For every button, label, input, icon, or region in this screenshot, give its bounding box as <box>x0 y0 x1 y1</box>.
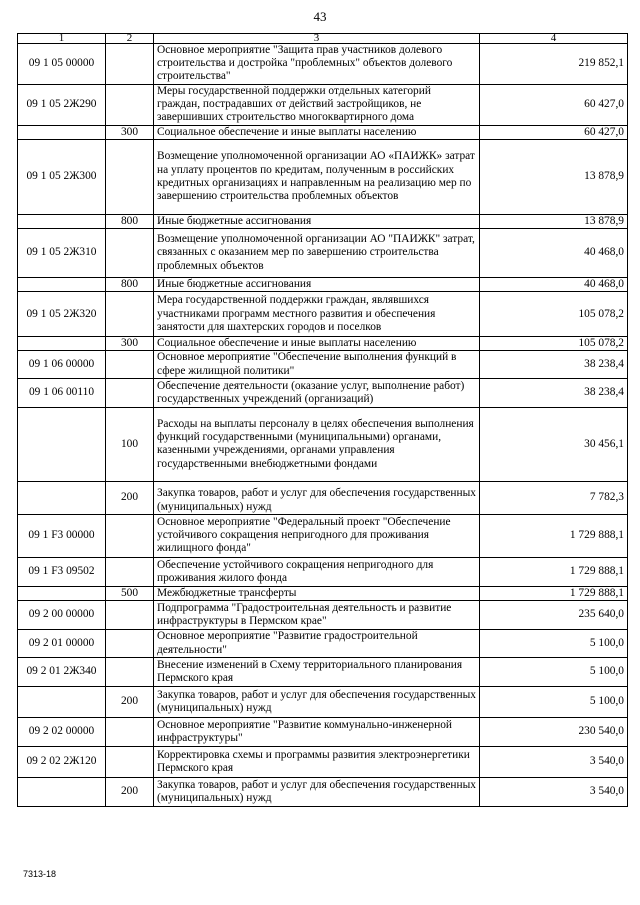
expense-type <box>106 139 154 214</box>
table-row <box>18 778 628 807</box>
header-col-1: 1 <box>18 34 106 44</box>
item-name: Меры государственной поддержки отдельных категорий граждан, пострадавших от действий застройщиков, не завершивших строительство многоквартирного дома <box>154 84 480 125</box>
amount: 3 540,0 <box>480 747 628 778</box>
table-row <box>18 630 628 658</box>
expense-type: 300 <box>106 337 154 351</box>
expense-type <box>106 514 154 557</box>
budget-table <box>17 33 628 807</box>
target-code: 09 1 05 2Ж310 <box>18 229 106 278</box>
target-code: 09 2 01 2Ж340 <box>18 658 106 687</box>
target-code: 09 2 02 00000 <box>18 718 106 747</box>
item-name: Основное мероприятие "Развитие коммунально-инженерной инфраструктуры" <box>154 718 480 747</box>
item-name: Основное мероприятие "Федеральный проект "Обеспечение устойчивого сокращения непригодного для проживания жилищного фонда" <box>154 514 480 557</box>
amount: 13 878,9 <box>480 139 628 214</box>
expense-type <box>106 557 154 586</box>
table-row <box>18 407 628 481</box>
document-code: 7313-18 <box>23 869 57 879</box>
item-name: Закупка товаров, работ и услуг для обеспечения государственных (муниципальных) нужд <box>154 687 480 718</box>
table-row <box>18 557 628 586</box>
table-row <box>18 586 628 600</box>
page-number: 43 <box>313 9 327 24</box>
item-name: Иные бюджетные ассигнования <box>154 214 480 228</box>
amount: 60 427,0 <box>480 84 628 125</box>
table-row <box>18 84 628 125</box>
table-row <box>18 125 628 139</box>
amount: 30 456,1 <box>480 407 628 481</box>
target-code <box>18 778 106 807</box>
table-row <box>18 718 628 747</box>
amount: 5 100,0 <box>480 658 628 687</box>
expense-type <box>106 44 154 85</box>
expense-type <box>106 378 154 407</box>
amount: 1 729 888,1 <box>480 557 628 586</box>
amount: 38 238,4 <box>480 351 628 378</box>
amount: 5 100,0 <box>480 687 628 718</box>
item-name: Основное мероприятие "Обеспечение выполнения функций в сфере жилищной политики" <box>154 351 480 378</box>
table-row <box>18 378 628 407</box>
target-code: 09 1 06 00000 <box>18 351 106 378</box>
amount: 7 782,3 <box>480 481 628 514</box>
target-code: 09 1 05 2Ж290 <box>18 84 106 125</box>
table-row <box>18 278 628 292</box>
table-row <box>18 601 628 630</box>
item-name: Социальное обеспечение и иные выплаты населению <box>154 337 480 351</box>
item-name: Основное мероприятие "Развитие градостроительной деятельности" <box>154 630 480 658</box>
amount: 38 238,4 <box>480 378 628 407</box>
expense-type <box>106 718 154 747</box>
table-row <box>18 687 628 718</box>
table-row <box>18 481 628 514</box>
table-row <box>18 351 628 378</box>
amount: 13 878,9 <box>480 214 628 228</box>
item-name: Социальное обеспечение и иные выплаты населению <box>154 125 480 139</box>
expense-type <box>106 747 154 778</box>
target-code <box>18 125 106 139</box>
table-row <box>18 747 628 778</box>
target-code: 09 2 01 00000 <box>18 630 106 658</box>
item-name: Закупка товаров, работ и услуг для обеспечения государственных (муниципальных) нужд <box>154 481 480 514</box>
amount: 40 468,0 <box>480 229 628 278</box>
amount: 1 729 888,1 <box>480 586 628 600</box>
table-row <box>18 658 628 687</box>
table-row <box>18 514 628 557</box>
header-col-4: 4 <box>480 34 628 44</box>
target-code <box>18 481 106 514</box>
target-code <box>18 586 106 600</box>
target-code: 09 2 02 2Ж120 <box>18 747 106 778</box>
expense-type <box>106 292 154 337</box>
item-name: Обеспечение устойчивого сокращения непригодного для проживания жилого фонда <box>154 557 480 586</box>
item-name: Иные бюджетные ассигнования <box>154 278 480 292</box>
item-name: Возмещение уполномоченной организации АО "ПАИЖК" затрат, связанных с оказанием мер по завершению строительства проблемных объектов <box>154 229 480 278</box>
amount: 1 729 888,1 <box>480 514 628 557</box>
expense-type: 800 <box>106 214 154 228</box>
amount: 105 078,2 <box>480 337 628 351</box>
table-row <box>18 44 628 85</box>
item-name: Закупка товаров, работ и услуг для обеспечения государственных (муниципальных) нужд <box>154 778 480 807</box>
target-code <box>18 214 106 228</box>
expense-type: 100 <box>106 407 154 481</box>
header-col-2: 2 <box>106 34 154 44</box>
table-row <box>18 139 628 214</box>
item-name: Основное мероприятие "Защита прав участников долевого строительства и достройка "проблемных" объектов долевого строительства" <box>154 44 480 85</box>
item-name: Расходы на выплаты персоналу в целях обеспечения выполнения функций государственными (муниципальными) органами, казенными учреждениями, органами управления государственными внебюджетными фондами <box>154 407 480 481</box>
amount: 105 078,2 <box>480 292 628 337</box>
expense-type: 200 <box>106 687 154 718</box>
item-name: Обеспечение деятельности (оказание услуг, выполнение работ) государственных учреждений (организаций) <box>154 378 480 407</box>
target-code: 09 1 05 2Ж320 <box>18 292 106 337</box>
table-row <box>18 337 628 351</box>
item-name: Мера государственной поддержки граждан, являвшихся участниками программ местного развития и обеспечения занятости для шахтерских городов и поселков <box>154 292 480 337</box>
target-code <box>18 407 106 481</box>
item-name: Возмещение уполномоченной организации АО «ПАИЖК» затрат на уплату процентов по кредитам, полученным в российских кредитных организациях и направленным на реализацию мер по завершению строительства проблемных объектов <box>154 139 480 214</box>
expense-type: 200 <box>106 778 154 807</box>
expense-type <box>106 229 154 278</box>
item-name: Межбюджетные трансферты <box>154 586 480 600</box>
target-code: 09 1 05 2Ж300 <box>18 139 106 214</box>
expense-type: 500 <box>106 586 154 600</box>
expense-type: 200 <box>106 481 154 514</box>
expense-type <box>106 601 154 630</box>
expense-type: 800 <box>106 278 154 292</box>
table-row <box>18 292 628 337</box>
item-name: Внесение изменений в Схему территориального планирования Пермского края <box>154 658 480 687</box>
target-code <box>18 278 106 292</box>
header-row <box>18 34 628 44</box>
item-name: Корректировка схемы и программы развития электроэнергетики Пермского края <box>154 747 480 778</box>
target-code: 09 1 F3 09502 <box>18 557 106 586</box>
amount: 3 540,0 <box>480 778 628 807</box>
expense-type: 300 <box>106 125 154 139</box>
amount: 235 640,0 <box>480 601 628 630</box>
amount: 5 100,0 <box>480 630 628 658</box>
target-code <box>18 687 106 718</box>
expense-type <box>106 84 154 125</box>
expense-type <box>106 630 154 658</box>
table-row <box>18 229 628 278</box>
expense-type <box>106 351 154 378</box>
amount: 40 468,0 <box>480 278 628 292</box>
amount: 230 540,0 <box>480 718 628 747</box>
item-name: Подпрограмма "Градостроительная деятельность и развитие инфраструктуры в Пермском крае" <box>154 601 480 630</box>
target-code: 09 1 F3 00000 <box>18 514 106 557</box>
target-code: 09 2 00 00000 <box>18 601 106 630</box>
header-col-3: 3 <box>154 34 480 44</box>
target-code: 09 1 05 00000 <box>18 44 106 85</box>
amount: 219 852,1 <box>480 44 628 85</box>
table-row <box>18 214 628 228</box>
target-code <box>18 337 106 351</box>
expense-type <box>106 658 154 687</box>
amount: 60 427,0 <box>480 125 628 139</box>
target-code: 09 1 06 00110 <box>18 378 106 407</box>
